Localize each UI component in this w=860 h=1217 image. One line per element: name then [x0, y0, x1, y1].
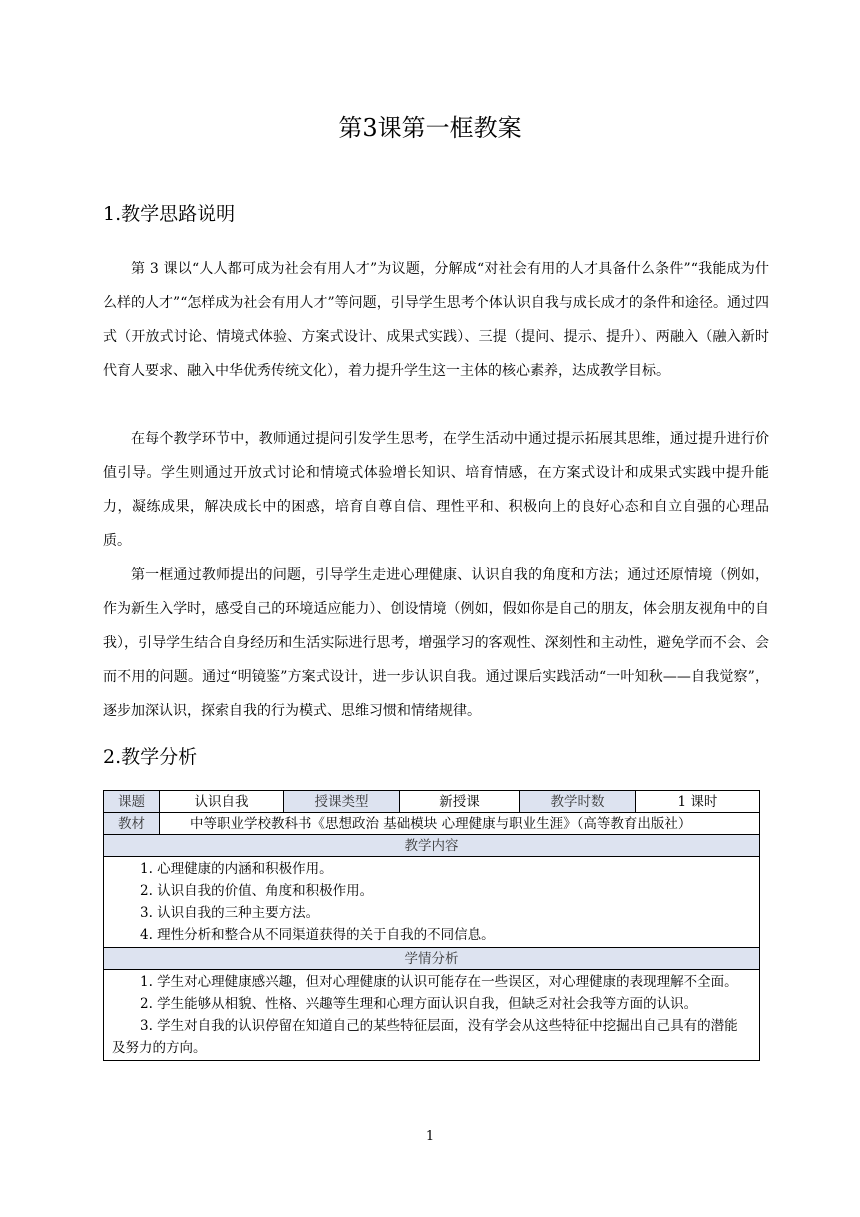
list-item: 3. 学生对自我的认识停留在知道自己的某些特征层面，没有学会从这些特征中挖掘出自己具有的潜能及努力的方向。 — [112, 1018, 738, 1056]
page-number: 1 — [425, 1129, 435, 1144]
textbook-value: 中等职业学校教科书《思想政治 基础模块 心理健康与职业生涯》（高等教育出版社） — [160, 813, 760, 835]
list-item: 4. 理性分析和整合从不同渠道获得的关于自我的不同信息。 — [140, 927, 495, 943]
list-item: 2. 学生能够从相貌、性格、兴趣等生理和心理方面认识自我，但缺乏对社会我等方面的认识。 — [140, 996, 698, 1012]
table-row — [104, 791, 760, 813]
section-heading-2: 2.教学分析 — [103, 746, 198, 768]
topic-label: 课题 — [104, 791, 160, 813]
table-row — [104, 948, 760, 970]
section-heading-1: 1.教学思路说明 — [103, 203, 236, 225]
teaching-analysis-table — [103, 790, 760, 1061]
list-item: 1. 心理健康的内涵和积极作用。 — [140, 861, 333, 877]
table-row — [104, 970, 760, 1061]
teaching-hours-value: 1 课时 — [636, 791, 760, 813]
analysis-header: 学情分析 — [104, 948, 760, 970]
list-item: 1. 学生对心理健康感兴趣，但对心理健康的认识可能存在一些误区，对心理健康的表现理解不全面。 — [140, 974, 738, 990]
paragraph-1: 第 3 课以“人人都可成为社会有用人才”为议题，分解成“对社会有用的人才具备什么条件”“我能成为什么样的人才”“怎样成为社会有用人才”等问题，引导学生思考个体认识自我与成长成才的条件和途径。通过四式（开放式讨论、情境式体验、方案式设计、成果式实践）、三提（提问、提示、提升）、两融入（融入新时代育人要求、融入中华优秀传统文化），着力提升学生这一主体的核心素养，达成教学目标。 — [103, 261, 769, 379]
content-list — [104, 857, 760, 948]
paragraph-3: 第一框通过教师提出的问题，引导学生走进心理健康、认识自我的角度和方法；通过还原情境（例如，作为新生入学时，感受自己的环境适应能力）、创设情境（例如，假如你是自己的朋友，体会朋友视角中的自我），引导学生结合自身经历和生活实际进行思考，增强学习的客观性、深刻性和主动性，避免学而不会、会而不用的问题。通过“明镜鉴”方案式设计，进一步认识自我。通过课后实践活动“一叶知秋——自我觉察”，逐步加深认识，探索自我的行为模式、思维习惯和情绪规律。 — [103, 567, 769, 719]
table-row — [104, 857, 760, 948]
table-row — [104, 835, 760, 857]
analysis-list — [104, 970, 760, 1061]
page-title: 第3课第一框教案 — [338, 114, 522, 142]
lesson-type-label: 授课类型 — [284, 791, 400, 813]
list-item: 2. 认识自我的价值、角度和积极作用。 — [140, 883, 374, 899]
table-row — [104, 813, 760, 835]
textbook-label: 教材 — [104, 813, 160, 835]
teaching-hours-label: 教学时数 — [520, 791, 636, 813]
content-header: 教学内容 — [104, 835, 760, 857]
paragraph-2: 在每个教学环节中，教师通过提问引发学生思考，在学生活动中通过提示拓展其思维，通过提升进行价值引导。学生则通过开放式讨论和情境式体验增长知识、培育情感，在方案式设计和成果式实践中提升能力，凝练成果，解决成长中的困惑，培育自尊自信、理性平和、积极向上的良好心态和自立自强的心理品质。 — [103, 431, 769, 549]
list-item: 3. 认识自我的三种主要方法。 — [140, 905, 320, 921]
topic-value: 认识自我 — [160, 791, 284, 813]
lesson-type-value: 新授课 — [400, 791, 520, 813]
